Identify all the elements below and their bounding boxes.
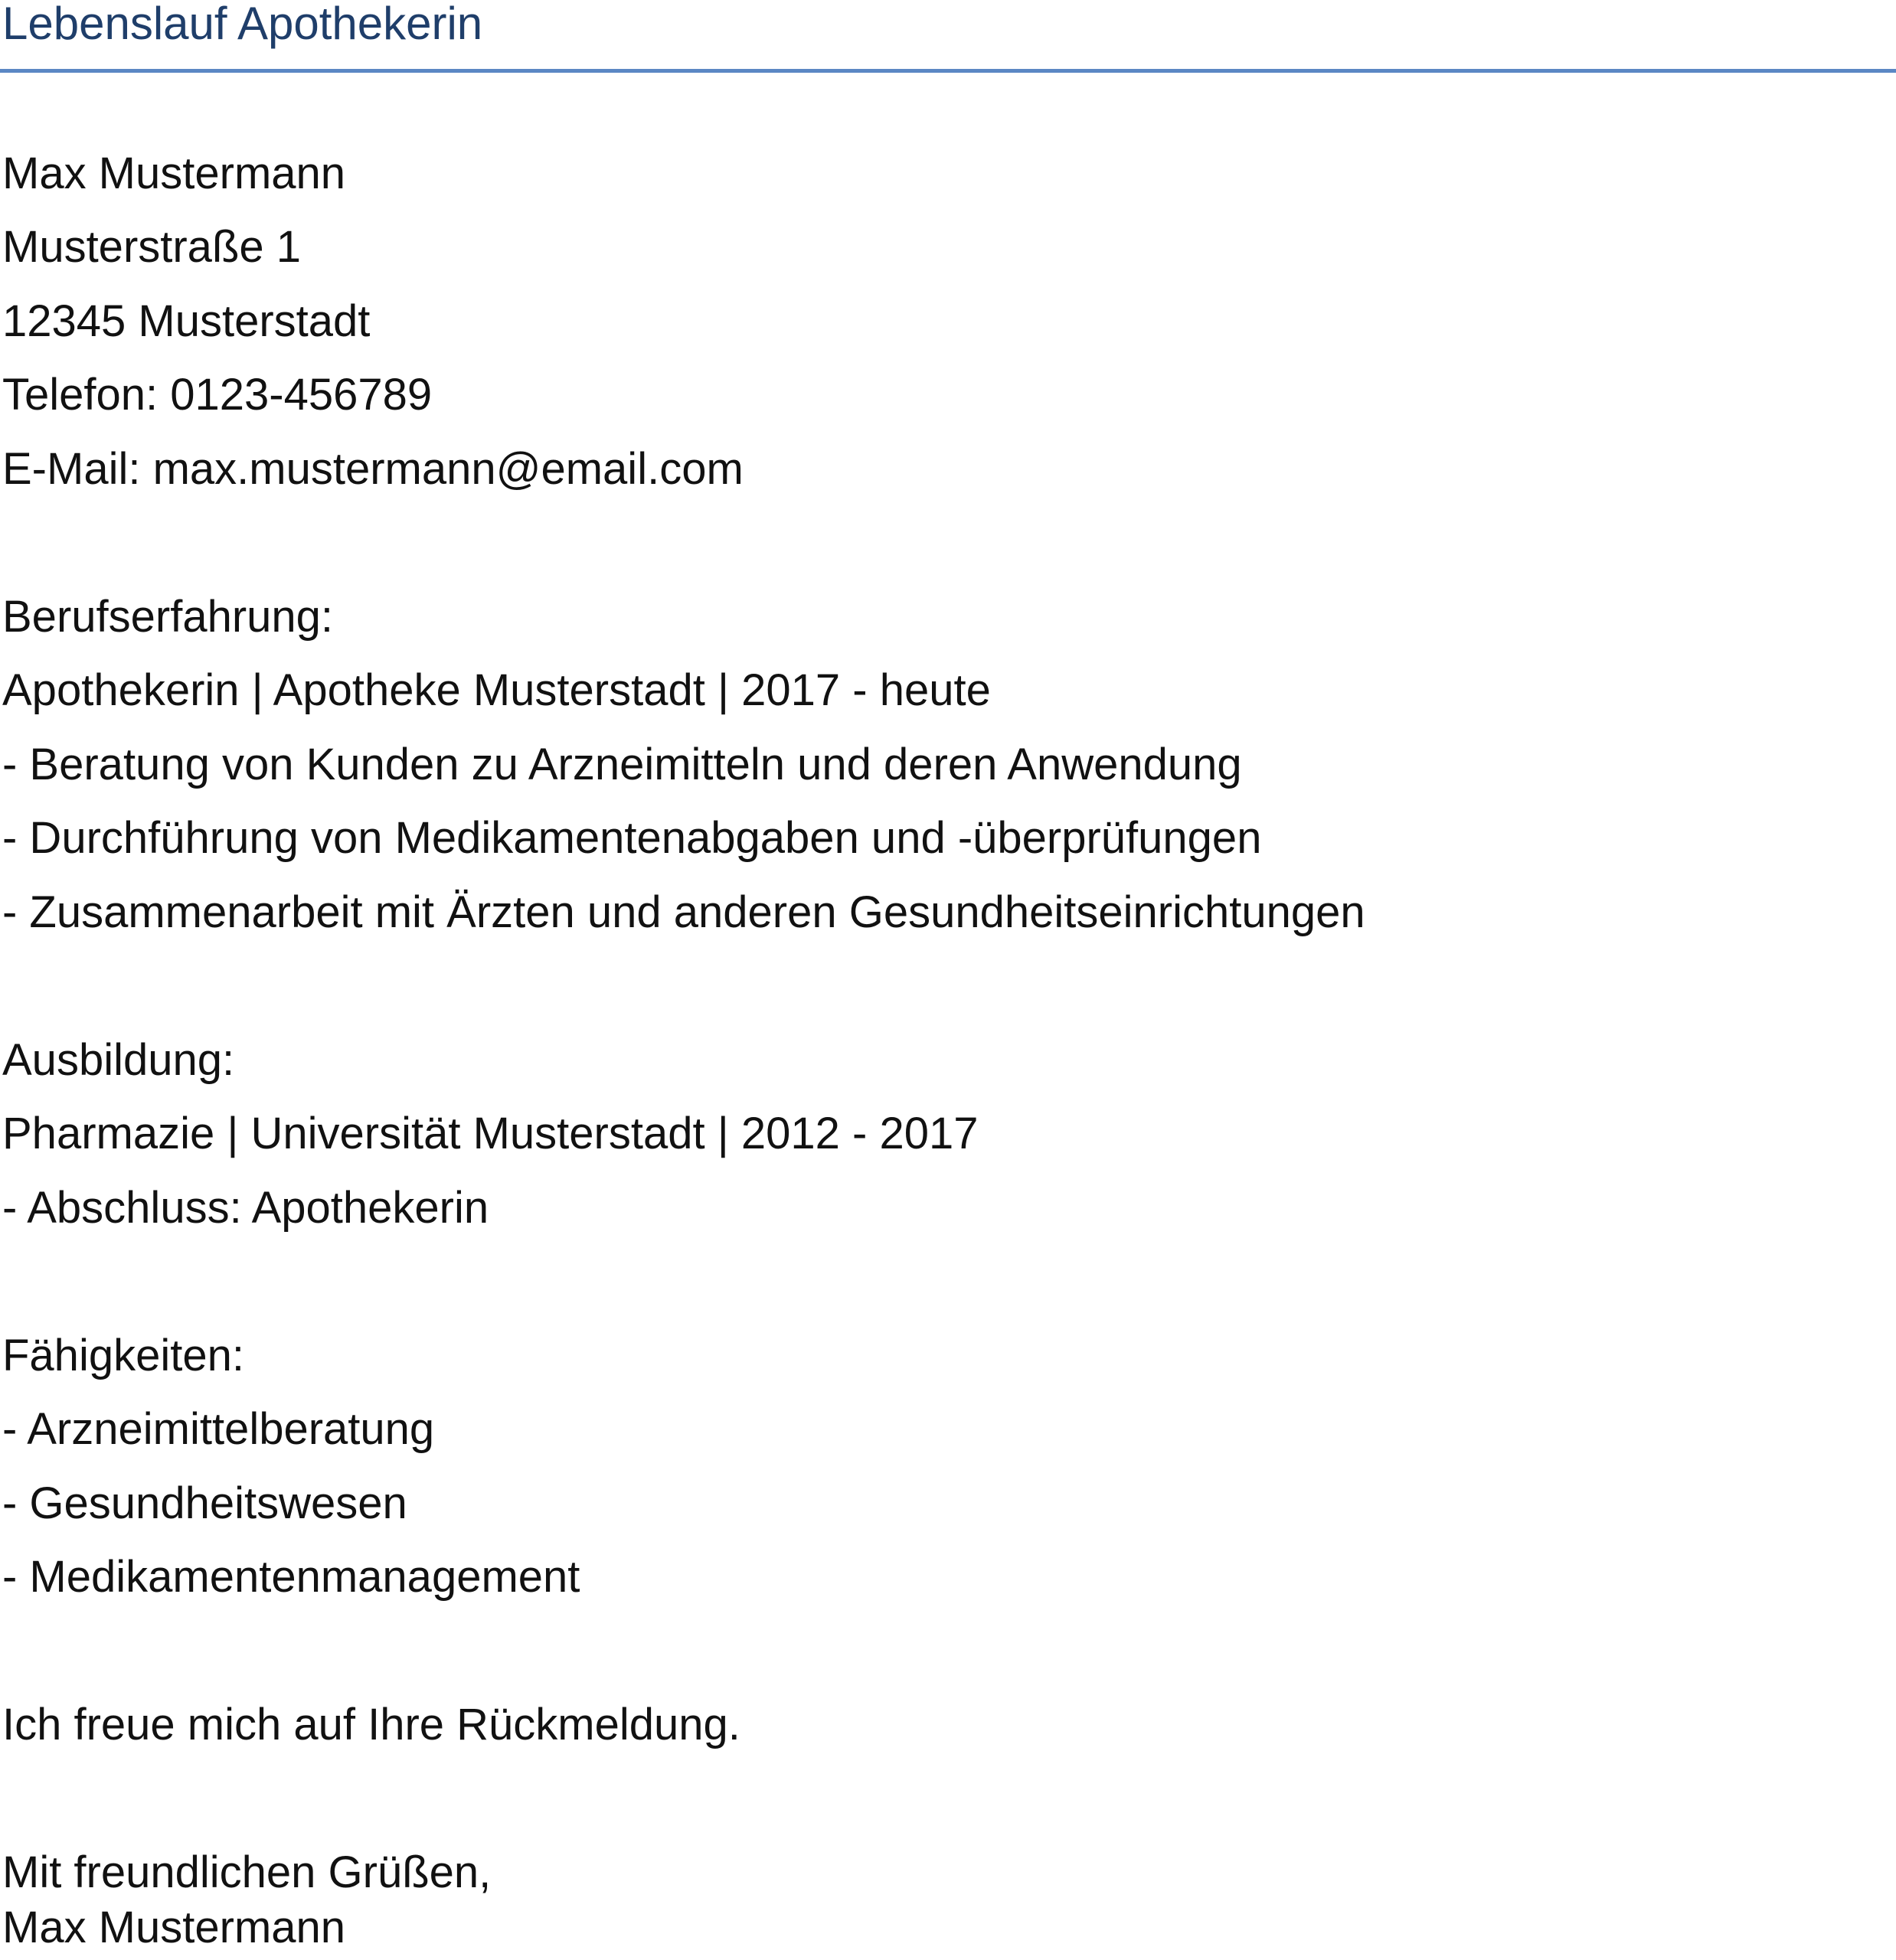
experience-item: - Durchführung von Medikamentenabgaben und -überprüfungen [2, 813, 1262, 863]
education-heading: Ausbildung: [2, 1035, 235, 1085]
closing-greeting: Mit freundlichen Grüßen, [2, 1847, 492, 1897]
contact-city: 12345 Musterstadt [2, 296, 371, 346]
experience-item: - Beratung von Kunden zu Arzneimitteln und deren Anwendung [2, 740, 1242, 789]
education-item: - Abschluss: Apothekerin [2, 1183, 489, 1233]
contact-email: E-Mail: max.mustermann@email.com [2, 444, 744, 494]
contact-name: Max Mustermann [2, 149, 346, 198]
skills-item: - Medikamentenmanagement [2, 1552, 580, 1602]
title-divider [0, 69, 1896, 73]
closing-signature: Max Mustermann [2, 1903, 346, 1952]
closing-message: Ich freue mich auf Ihre Rückmeldung. [2, 1700, 740, 1749]
contact-phone: Telefon: 0123-456789 [2, 370, 433, 420]
skills-item: - Arzneimittelberatung [2, 1404, 435, 1454]
document-title: Lebenslauf Apothekerin [2, 0, 483, 49]
contact-street: Musterstraße 1 [2, 222, 301, 272]
experience-position: Apothekerin | Apotheke Musterstadt | 2017 - heute [2, 665, 991, 715]
education-program: Pharmazie | Universität Musterstadt | 2012 - 2017 [2, 1109, 979, 1158]
skills-heading: Fähigkeiten: [2, 1331, 244, 1380]
experience-item: - Zusammenarbeit mit Ärzten und anderen Gesundheitseinrichtungen [2, 887, 1365, 937]
experience-heading: Berufserfahrung: [2, 592, 334, 642]
skills-item: - Gesundheitswesen [2, 1478, 407, 1528]
